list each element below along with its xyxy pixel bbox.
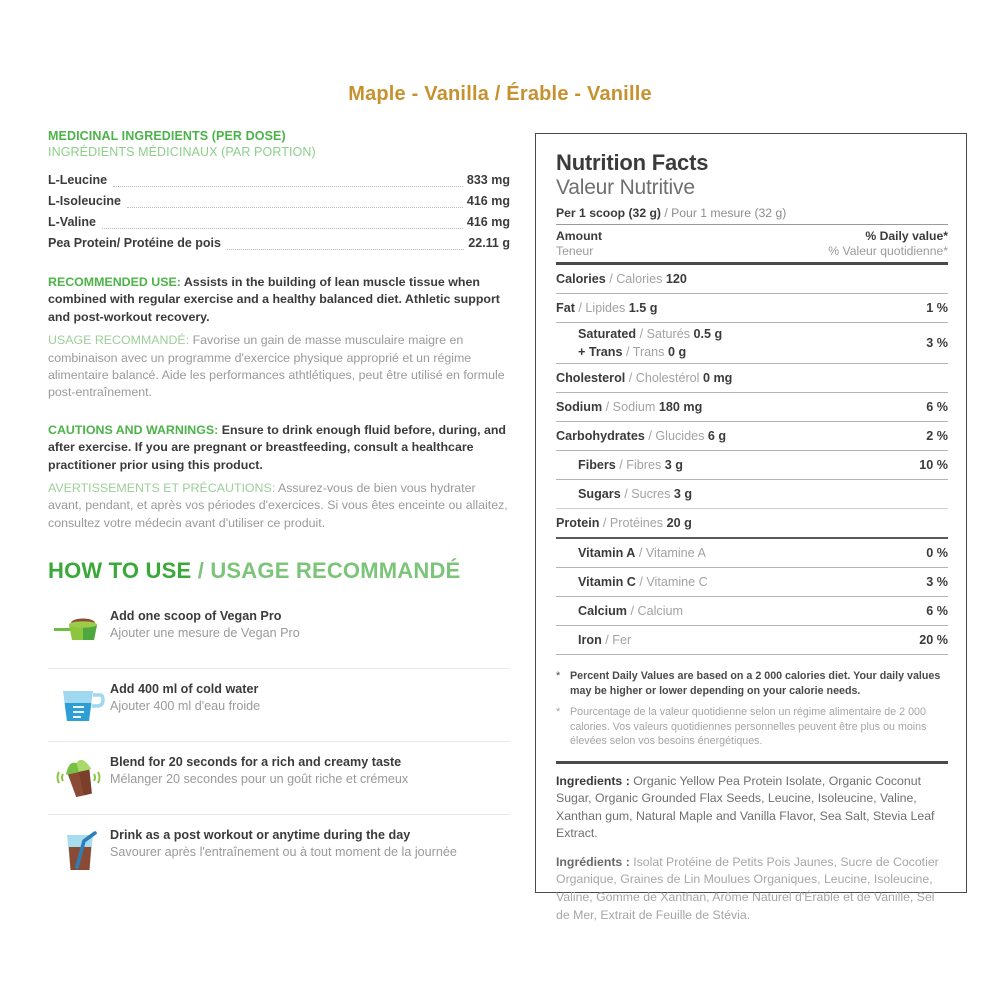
ingredients-label-en: Ingredients :: [556, 773, 630, 788]
how-to-use-step: [48, 815, 510, 887]
nutrition-value: 1.5 g: [625, 300, 658, 315]
nutrition-label-en: Saturated: [578, 327, 637, 341]
medicinal-ingredient-name: Pea Protein: [48, 236, 117, 250]
nutrition-daily-value: 1 %: [926, 301, 948, 315]
nutrition-label-fr: / Fibres: [615, 457, 662, 472]
nutrition-label-en: Iron: [578, 632, 602, 647]
nutrition-row-label: [556, 545, 706, 562]
leader-dots: [102, 227, 463, 229]
nutrition-rows: [556, 265, 948, 655]
how-to-use-step: [48, 742, 510, 815]
nutrition-value: 6 g: [704, 428, 727, 443]
medicinal-ingredient-value: 22.11 g: [468, 236, 510, 250]
nutrition-daily-value: 3 %: [926, 575, 948, 589]
nutrition-row-label: [556, 370, 732, 387]
nutrition-value: 0 g: [664, 345, 687, 359]
how-to-use-step-fr: Savourer après l'entraînement ou à tout moment de la journée: [110, 845, 457, 860]
how-to-use-step: [48, 669, 510, 742]
medicinal-ingredient-name: L-Leucine: [48, 173, 108, 187]
shaker-icon: [48, 753, 110, 801]
nutrition-label-fr: / Calories: [605, 271, 663, 286]
nutrition-row: [556, 480, 948, 509]
nutrition-row-label: [556, 325, 722, 361]
nutrition-row: [556, 422, 948, 451]
recommended-use-text-en: Assists in the building of lean muscle tissue when combined with regular exercise and a healthy balanced diet. Athletic support and post-workout recovery.: [48, 275, 500, 324]
medicinal-ingredient-value: 416 mg: [466, 215, 510, 229]
how-to-use-step-en: Add 400 ml of cold water: [110, 682, 259, 697]
nutrition-row: [556, 294, 948, 323]
medicinal-ingredient-value: 416 mg: [466, 194, 510, 208]
medicinal-ingredient-row: [48, 191, 510, 212]
serving-size: [556, 206, 948, 225]
footnote-en: Percent Daily Values are based on a 2 000 calories diet. Your daily values may be higher or lower depending on your calorie needs.: [570, 670, 941, 697]
nutrition-value: 0.5 g: [690, 327, 723, 341]
footnote-fr: Pourcentage de la valeur quotidienne selon un régime alimentaire de 2 000 calories. Vos valeurs quotidiennes personnelles peuvent être plus ou moins élevées selon vos besoins énergétiques.: [570, 706, 927, 747]
nutrition-label-en: Fat: [556, 300, 575, 315]
amount-header-row: [556, 225, 948, 265]
nutrition-label-fr: / Sodium: [602, 399, 656, 414]
medicinal-ingredient-row: [48, 233, 510, 254]
nutrition-row-label: [556, 486, 692, 503]
nutrition-label-fr: / Vitamine C: [635, 574, 708, 589]
nutrition-label-en: Sodium: [556, 399, 603, 414]
nutrition-facts-panel: [535, 133, 967, 922]
how-to-use-heading-fr: / USAGE RECOMMANDÉ: [191, 558, 461, 584]
nutrition-row: [556, 364, 948, 393]
scoop-icon: [48, 607, 110, 655]
nutrition-label-fr: / Fer: [601, 632, 632, 647]
nutrition-row: [556, 568, 948, 597]
cautions-fr: [48, 480, 510, 532]
nutrition-row: [556, 597, 948, 626]
medicinal-ingredients-heading: [48, 128, 510, 160]
medicinal-ingredient-value: 833 mg: [466, 173, 510, 187]
cautions-en: [48, 422, 510, 474]
nutrition-row-label: [556, 515, 692, 532]
recommended-use-label-en: RECOMMENDED USE:: [48, 275, 181, 289]
nutrition-label-en: Protein: [556, 515, 600, 530]
nutrition-row: [556, 451, 948, 480]
drink-glass-icon: [48, 826, 110, 874]
nutrition-row-label: [556, 428, 726, 445]
medicinal-ingredient-name-fr: / Protéine de pois: [116, 236, 221, 250]
nutrition-label-fr: / Calcium: [627, 603, 683, 618]
nutrition-label-fr: / Saturés: [636, 327, 690, 341]
nutrition-label-en: Calcium: [578, 603, 627, 618]
nutrition-daily-value: 2 %: [926, 429, 948, 443]
nutrition-row: [556, 539, 948, 568]
asterisk-icon-en: *: [556, 670, 561, 682]
nutrition-row-label: [556, 300, 658, 317]
leader-dots: [113, 185, 463, 187]
nutrition-label-fr: / Sucres: [620, 486, 671, 501]
footnote-fr-row: [556, 705, 948, 749]
nutrition-row: [556, 626, 948, 655]
flavour-title: Maple - Vanilla / Érable - Vanille: [348, 83, 652, 105]
footnote-en-row: [556, 669, 948, 698]
nutrition-value: 0 mg: [699, 370, 733, 385]
nutrition-row-label: [556, 632, 631, 649]
medicinal-ingredients-table: [48, 170, 510, 254]
medicinal-ingredient-row: [48, 212, 510, 233]
amount-label-en: Amount: [556, 229, 603, 243]
nutrition-row: [556, 509, 948, 539]
nutrition-row-label: [556, 457, 683, 474]
nutrition-daily-value: 20 %: [919, 633, 948, 647]
nutrition-row-label: [556, 603, 683, 620]
how-to-use-steps: [48, 596, 510, 887]
recommended-use-label-fr: USAGE RECOMMANDÉ:: [48, 333, 190, 348]
nutrition-daily-value: 6 %: [926, 604, 948, 618]
nutrition-value: 180 mg: [655, 399, 703, 414]
nutrition-label-en: Carbohydrates: [556, 428, 645, 443]
how-to-use-step-en: Blend for 20 seconds for a rich and creamy taste: [110, 755, 402, 770]
ingredients-en: [556, 773, 948, 843]
how-to-use-step-text: [110, 826, 510, 861]
serving-size-en: Per 1 scoop (32 g): [556, 206, 661, 220]
ingredients-label-fr: Ingrédients :: [556, 854, 630, 869]
nutrition-label-fr: / Protéines: [599, 515, 664, 530]
how-to-use-heading-en: HOW TO USE: [48, 558, 192, 584]
medicinal-heading-en: MEDICINAL INGREDIENTS (PER DOSE): [48, 129, 286, 143]
how-to-use-step-en: Add one scoop of Vegan Pro: [110, 609, 282, 624]
nutrition-title-en: Nutrition Facts: [556, 150, 709, 175]
nutrition-title-fr: Valeur Nutritive: [556, 176, 695, 199]
ingredients-divider: [556, 761, 948, 764]
nutrition-label-en: Fibers: [578, 457, 616, 472]
cautions-text-en: Ensure to drink enough fluid before, during, and after exercise. If you are pregnant or breastfeeding, consult a healthcare practitioner prior using this product.: [48, 422, 506, 472]
how-to-use-step-fr: Mélanger 20 secondes pour un goût riche et crémeux: [110, 772, 409, 787]
how-to-use-heading: [48, 558, 510, 584]
cautions-label-fr: AVERTISSEMENTS ET PRÉCAUTIONS:: [48, 481, 276, 496]
nutrition-label-en: Cholesterol: [556, 370, 626, 385]
nutrition-label-en: + Trans: [578, 345, 623, 359]
nutrition-row-label: [556, 574, 708, 591]
how-to-use-step-text: [110, 607, 510, 642]
how-to-use-step: [48, 596, 510, 669]
how-to-use-step-text: [110, 680, 510, 715]
nutrition-footnotes: [556, 655, 948, 749]
nutrition-row-label: [556, 271, 687, 288]
nutrition-row: [556, 393, 948, 422]
nutrition-label-fr: / Trans: [622, 345, 665, 359]
how-to-use-step-en: Drink as a post workout or anytime during the day: [110, 828, 411, 843]
nutrition-label-fr: / Glucides: [644, 428, 705, 443]
nutrition-daily-value: 10 %: [919, 458, 948, 472]
nutrition-value: 120: [662, 271, 687, 286]
daily-value-label-en: % Daily value*: [865, 229, 948, 243]
amount-label-fr: Teneur: [556, 244, 594, 258]
medicinal-ingredient-name: L-Valine: [48, 215, 96, 229]
nutrition-row: [556, 323, 948, 364]
left-column: [48, 128, 510, 887]
nutrition-label-en: Vitamin C: [578, 574, 636, 589]
cautions-text-fr: Assurez-vous de bien vous hydrater avant, pendant, et après vos périodes d'exercices. Si vous êtes enceinte ou allaitez, consultez votre médecin avant d'utiliser ce produit.: [48, 481, 508, 530]
medicinal-heading-fr: INGRÉDIENTS MÉDICINAUX (PAR PORTION): [48, 145, 316, 159]
daily-value-label-fr: % Valeur quotidienne*: [828, 244, 948, 258]
medicinal-ingredient-name: L-Isoleucine: [48, 194, 121, 208]
ingredients-text-en: Organic Yellow Pea Protein Isolate, Organic Coconut Sugar, Organic Grounded Flax Seeds, Leucine, Isoleucine, Valine, Xanthan gum, Natural Maple and Vanilla Flavor, Sea Salt, Stevia Leaf Extract.: [556, 773, 935, 841]
ingredients-fr: [556, 854, 948, 924]
recommended-use-text-fr: Favorise un gain de masse musculaire maigre en combinaison avec un programme d'exercice physique approprié et un régime alimentaire balancé. Aide les performances athtlétiques, peut être utilisé en formule post-entraînement.: [48, 333, 505, 400]
nutrition-label-en: Sugars: [578, 486, 621, 501]
nutrition-daily-value: 6 %: [926, 400, 948, 414]
nutrition-row: [556, 265, 948, 294]
nutrition-label-fr: / Vitamine A: [635, 545, 706, 560]
nutrition-value: 3 g: [670, 486, 693, 501]
asterisk-icon-fr: *: [556, 706, 561, 718]
recommended-use-en: [48, 274, 510, 326]
cautions-label-en: CAUTIONS AND WARNINGS:: [48, 422, 219, 437]
nutrition-label-en: Vitamin A: [578, 545, 636, 560]
nutrition-daily-value: 0 %: [926, 546, 948, 560]
leader-dots: [127, 206, 463, 208]
nutrition-value: 3 g: [661, 457, 683, 472]
nutrition-label-fr: / Lipides: [574, 300, 626, 315]
nutrition-value: 20 g: [663, 515, 692, 530]
recommended-use-fr: [48, 332, 510, 402]
how-to-use-step-fr: Ajouter une mesure de Vegan Pro: [110, 626, 300, 641]
nutrition-label-en: Calories: [556, 271, 606, 286]
measuring-cup-icon: [48, 680, 110, 728]
how-to-use-step-text: [110, 753, 510, 788]
medicinal-ingredient-row: [48, 170, 510, 191]
nutrition-row-label: [556, 399, 702, 416]
leader-dots: [227, 248, 464, 250]
serving-size-fr: / Pour 1 mesure (32 g): [660, 206, 787, 220]
nutrition-label-fr: / Cholestérol: [625, 370, 700, 385]
how-to-use-step-fr: Ajouter 400 ml d'eau froide: [110, 699, 261, 714]
nutrition-daily-value: 3 %: [926, 336, 948, 350]
ingredients-text-fr: Isolat Protéine de Petits Pois Jaunes, Sucre de Cocotier Organique, Graines de Lin Moulues Organiques, Leucine, Isoleucine, Valine, Gomme de Xanthan, Arôme Naturel d'Érable et de Vanille, Sel de Mer, Extrait de Feuille de Stévia.: [556, 854, 939, 922]
